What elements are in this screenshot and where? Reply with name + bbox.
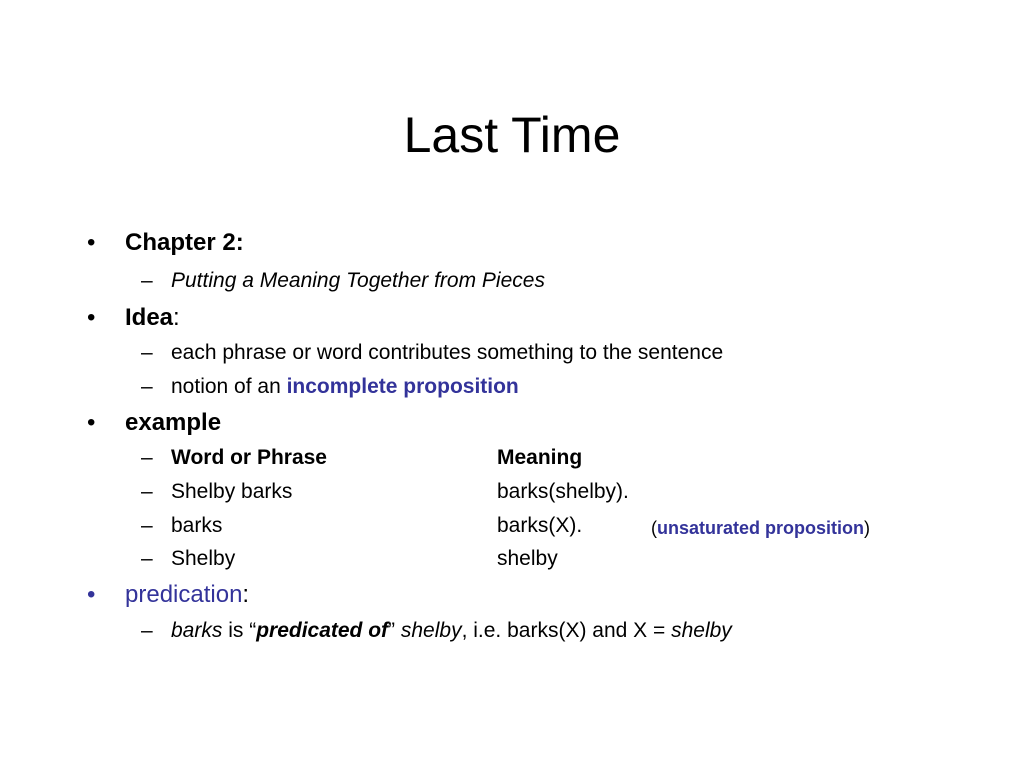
idea-label: Idea xyxy=(125,304,174,331)
predication-colon: : xyxy=(242,581,250,608)
row-phrase: Shelby barks xyxy=(171,480,293,503)
text-is: is “ xyxy=(222,619,257,642)
chapter-subtitle: Putting a Meaning Together from Pieces xyxy=(171,269,545,292)
bullet-marker: • xyxy=(87,304,96,331)
row-meaning: barks(shelby). xyxy=(497,480,629,503)
header-phrase: Word or Phrase xyxy=(171,446,327,469)
dash-marker: – xyxy=(141,547,153,570)
predication-label: predication xyxy=(125,581,243,608)
dash-marker: – xyxy=(141,619,153,642)
bullet-marker: • xyxy=(87,229,96,256)
term-shelby-final: shelby xyxy=(671,619,732,642)
row-phrase: Shelby xyxy=(171,547,236,570)
bullet-marker: • xyxy=(87,581,96,608)
header-meaning: Meaning xyxy=(497,446,583,469)
idea-sub1-text: each phrase or word contributes something to the sentence xyxy=(171,341,724,364)
idea-colon: : xyxy=(173,304,180,331)
chapter-label: Chapter 2: xyxy=(125,229,244,256)
unsaturated-proposition-term: unsaturated proposition xyxy=(657,518,864,538)
term-shelby: shelby xyxy=(400,619,462,642)
bullet-marker: • xyxy=(87,409,96,436)
dash-marker: – xyxy=(141,375,153,398)
term-predicated-of: predicated of xyxy=(256,619,389,642)
term-barks: barks xyxy=(171,619,223,642)
dash-marker: – xyxy=(141,480,153,503)
note-close-paren: ) xyxy=(864,518,870,538)
predication-sentence xyxy=(171,617,732,645)
dash-marker: – xyxy=(141,446,153,469)
slide-title: Last Time xyxy=(403,107,621,163)
idea-sub2-prefix: notion of an xyxy=(171,375,287,398)
example-label: example xyxy=(125,409,222,436)
close-quote: ” xyxy=(388,619,401,642)
row-meaning: barks(X). xyxy=(497,514,583,537)
dash-marker: – xyxy=(141,341,153,364)
row-meaning: shelby xyxy=(497,547,558,570)
note-open-paren: ( xyxy=(651,518,657,538)
dash-marker: – xyxy=(141,514,153,537)
dash-marker: – xyxy=(141,269,153,292)
row-note xyxy=(651,514,870,542)
text-ie: , i.e. barks(X) and X = xyxy=(461,619,672,642)
incomplete-proposition-term: incomplete proposition xyxy=(286,375,519,398)
row-phrase: barks xyxy=(171,514,223,537)
